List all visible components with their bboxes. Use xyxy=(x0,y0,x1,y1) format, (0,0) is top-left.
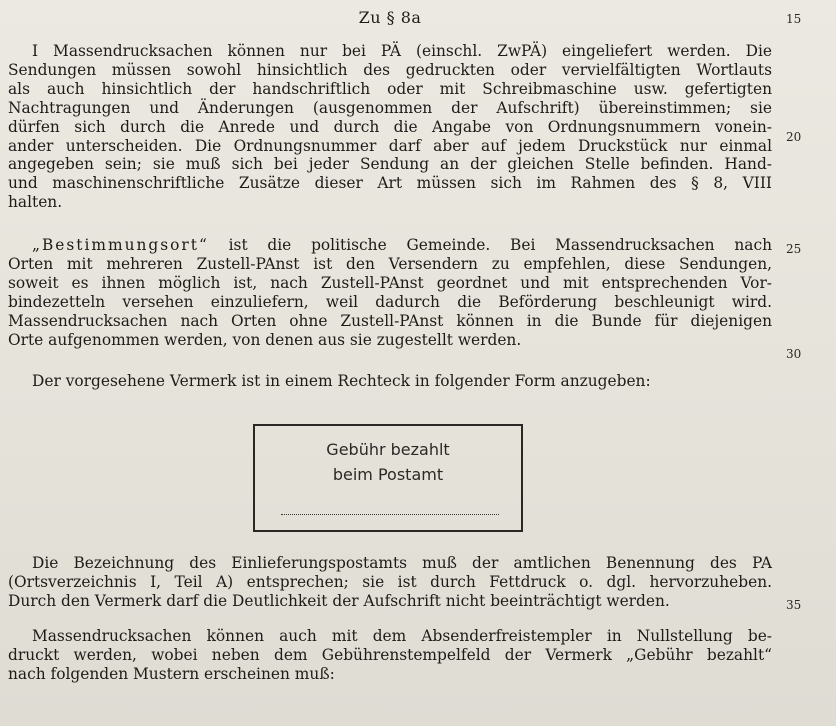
text-line: Die Bezeichnung des Einlieferungspostamts muß der amtlichen Benennung des PA xyxy=(32,554,772,572)
paragraph-bezeichnung xyxy=(8,554,772,611)
paragraph-absenderfreistempler xyxy=(8,627,772,684)
text-line: halten. xyxy=(8,193,63,212)
stamp-dotted-line xyxy=(281,514,499,515)
text-line: druckt werden, wobei neben dem Gebührenstempelfeld der Vermerk „Gebühr bezahlt“ xyxy=(8,645,772,664)
margin-line-number: 15 xyxy=(786,12,802,26)
stamp-text-line1: Gebühr bezahlt xyxy=(326,440,450,459)
text-line: (Ortsverzeichnis I, Teil A) entsprechen; sie ist durch Fettdruck o. dgl. hervorzuheben. xyxy=(8,572,772,591)
paragraph-massendrucksachen xyxy=(8,42,772,212)
paragraph-vermerk-intro xyxy=(8,372,772,391)
text-line: Massendrucksachen nach Orten ohne Zustell-PAnst können in die Bunde für diejenigen xyxy=(8,311,772,330)
stamp-text-line2: beim Postamt xyxy=(332,465,444,484)
text-line: Massendrucksachen können auch mit dem Absenderfreistempler in Nullstellung be- xyxy=(32,627,772,645)
text-line: Orte aufgenommen werden, von denen aus sie zugestellt werden. xyxy=(8,330,522,349)
text-fragment: ist die politische Gemeinde. Bei Massendrucksachen nach xyxy=(208,236,772,254)
text-line: I Massendrucksachen können nur bei PÄ (einschl. ZwPÄ) eingeliefert werden. Die xyxy=(32,42,772,60)
text-line: bindezetteln versehen einzuliefern, weil dadurch die Beförderung beschleunigt wird. xyxy=(8,292,772,311)
text-line: Orten mit mehreren Zustell-PAnst ist den Versendern zu empfehlen, diese Sendungen, xyxy=(8,254,772,273)
margin-line-number: 35 xyxy=(786,598,802,612)
margin-line-number: 30 xyxy=(786,347,802,361)
margin-line-number: 20 xyxy=(786,130,802,144)
text-line: nach folgenden Mustern erscheinen muß: xyxy=(8,664,335,683)
defined-term: „Bestimmungsort“ xyxy=(32,236,209,254)
text-line: als auch hinsichtlich der handschriftlich oder mit Schreibmaschine usw. gefertigten xyxy=(8,79,772,98)
text-line: dürfen sich durch die Anrede und durch die Angabe von Ordnungsnummern vonein- xyxy=(8,117,772,136)
text-line: Der vorgesehene Vermerk ist in einem Rechteck in folgender Form anzugeben: xyxy=(32,372,651,390)
paragraph-bestimmungsort xyxy=(8,236,772,349)
text-line: soweit es ihnen möglich ist, nach Zustell-PAnst geordnet und mit entsprechenden Vor- xyxy=(8,273,772,292)
margin-line-number: 25 xyxy=(786,242,802,256)
text-line: Nachtragungen und Änderungen (ausgenommen der Aufschrift) übereinstimmen; sie xyxy=(8,98,772,117)
text-line: Sendungen müssen sowohl hinsichtlich des gedruckten oder vervielfältigten Wortlauts xyxy=(8,60,772,79)
text-line xyxy=(8,236,772,255)
fee-paid-stamp-box xyxy=(253,424,523,532)
text-line: und maschinenschriftliche Zusätze dieser Art müssen sich im Rahmen des § 8, VIII xyxy=(8,174,772,193)
text-line: angegeben sein; sie muß sich bei jeder Sendung an der gleichen Stelle befinden. Hand- xyxy=(8,155,772,174)
text-line: Durch den Vermerk darf die Deutlichkeit der Aufschrift nicht beeinträchtigt werden. xyxy=(8,591,670,610)
section-heading: Zu § 8a xyxy=(358,8,422,27)
text-line: ander unterscheiden. Die Ordnungsnummer darf aber auf jedem Druckstück nur einmal xyxy=(8,136,772,155)
